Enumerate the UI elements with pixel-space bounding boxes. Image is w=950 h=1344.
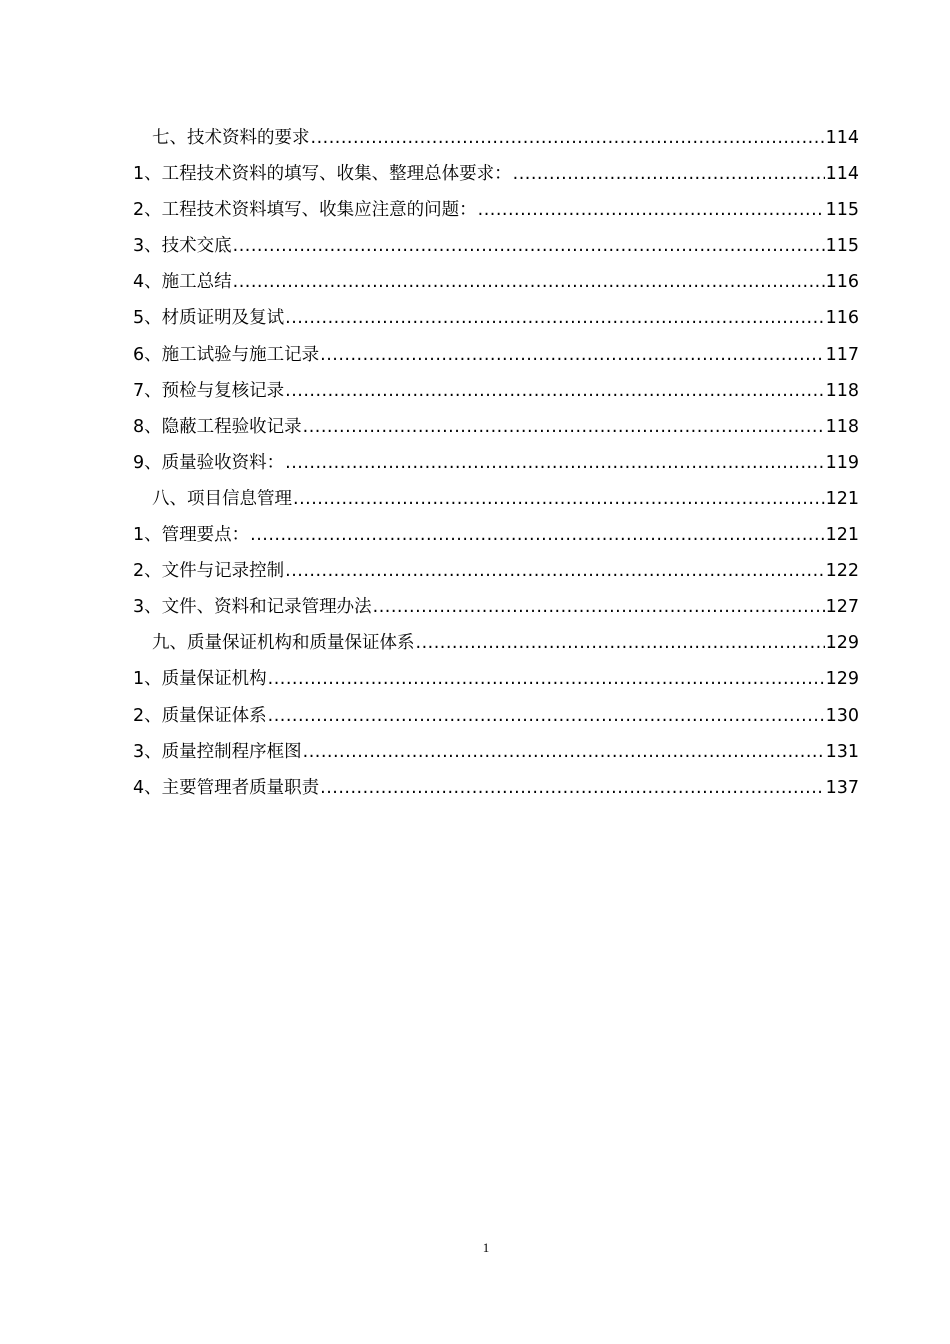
toc-dot-leader [250,517,824,553]
toc-entry-title: 3、技术交底 [133,236,232,257]
toc-entry-title: 1、管理要点： [133,525,250,546]
toc-entry[interactable] [133,264,859,300]
toc-entry-page: 121 [825,488,859,509]
toc-dot-leader [311,120,825,156]
toc-dot-leader [285,300,824,336]
toc-entry-page: 118 [825,416,859,437]
toc-entry-page: 114 [825,128,859,148]
toc-entry-page: 130 [825,705,859,726]
toc-dot-leader [268,661,825,697]
toc-entry-title: 6、施工试验与施工记录 [133,344,320,365]
toc-entry-title: 4、施工总结 [133,272,232,293]
toc-entry-title: 4、主要管理者质量职责 [133,777,320,798]
toc-dot-leader [320,770,824,806]
toc-entry[interactable] [133,228,859,264]
toc-entry-page: 137 [825,777,859,798]
toc-entry-page: 118 [825,380,859,401]
toc-entry-page: 122 [825,561,859,582]
toc-dot-leader [233,228,825,264]
toc-entry[interactable] [133,698,859,734]
toc-entry-title: 8、隐蔽工程验收记录 [133,416,302,437]
toc-entry-page: 131 [825,741,859,762]
toc-dot-leader [478,192,825,228]
toc-entry-title: 5、材质证明及复试 [133,308,285,329]
toc-dot-leader [513,156,825,192]
toc-dot-leader [285,553,824,589]
toc-dot-leader [293,481,825,517]
toc-entry-page: 127 [825,597,859,618]
toc-entry-title: 1、工程技术资料的填写、收集、整理总体要求： [133,164,512,185]
toc-entry-page: 119 [825,452,859,473]
toc-entry[interactable] [133,192,859,228]
toc-dot-leader [320,337,824,373]
toc-entry-title: 八、项目信息管理 [152,488,292,509]
toc-entry-title: 3、文件、资料和记录管理办法 [133,597,372,618]
toc-entry-page: 114 [825,164,859,185]
toc-entry[interactable] [133,770,859,806]
toc-entry[interactable] [133,337,859,373]
toc-dot-leader [285,373,824,409]
toc-dot-leader [373,589,825,625]
toc-dot-leader [268,698,825,734]
toc-entry[interactable] [133,409,859,445]
toc-entry[interactable] [133,156,859,192]
toc-entry-page: 129 [825,633,859,654]
toc-dot-leader [303,734,825,770]
toc-entry-title: 7、预检与复核记录 [133,380,285,401]
toc-entry-page: 116 [825,272,859,293]
toc-entry[interactable] [133,517,859,553]
toc-entry-page: 116 [825,308,859,329]
toc-entry[interactable] [133,589,859,625]
toc-entry[interactable] [133,445,859,481]
toc-entry-title: 九、质量保证机构和质量保证体系 [152,633,415,654]
toc-entry-title: 2、工程技术资料填写、收集应注意的问题： [133,200,477,221]
toc-entry-title: 1、质量保证机构 [133,669,267,690]
toc-entry[interactable] [133,120,859,156]
toc-entry[interactable] [133,661,859,697]
toc-entry-title: 3、质量控制程序框图 [133,741,302,762]
toc-entry-page: 115 [825,200,859,221]
toc-dot-leader [416,625,825,661]
toc-entry[interactable] [133,300,859,336]
toc-entry-title: 2、文件与记录控制 [133,561,285,582]
toc-entry-page: 129 [825,669,859,690]
page-number: 1 [482,1240,490,1255]
toc-entry-page: 117 [825,344,859,365]
toc-entry[interactable] [133,373,859,409]
toc-dot-leader [233,264,825,300]
toc-entry[interactable] [133,553,859,589]
toc-entry[interactable] [133,625,859,661]
toc-entry-page: 115 [825,236,859,257]
toc-entry-title: 9、质量验收资料： [133,452,285,473]
toc-dot-leader [285,445,824,481]
toc-entry-page: 121 [825,525,859,546]
table-of-contents [133,120,859,806]
toc-entry[interactable] [133,481,859,517]
toc-entry-title: 七、技术资料的要求 [152,128,310,148]
toc-dot-leader [303,409,825,445]
toc-entry[interactable] [133,734,859,770]
toc-entry-title: 2、质量保证体系 [133,705,267,726]
